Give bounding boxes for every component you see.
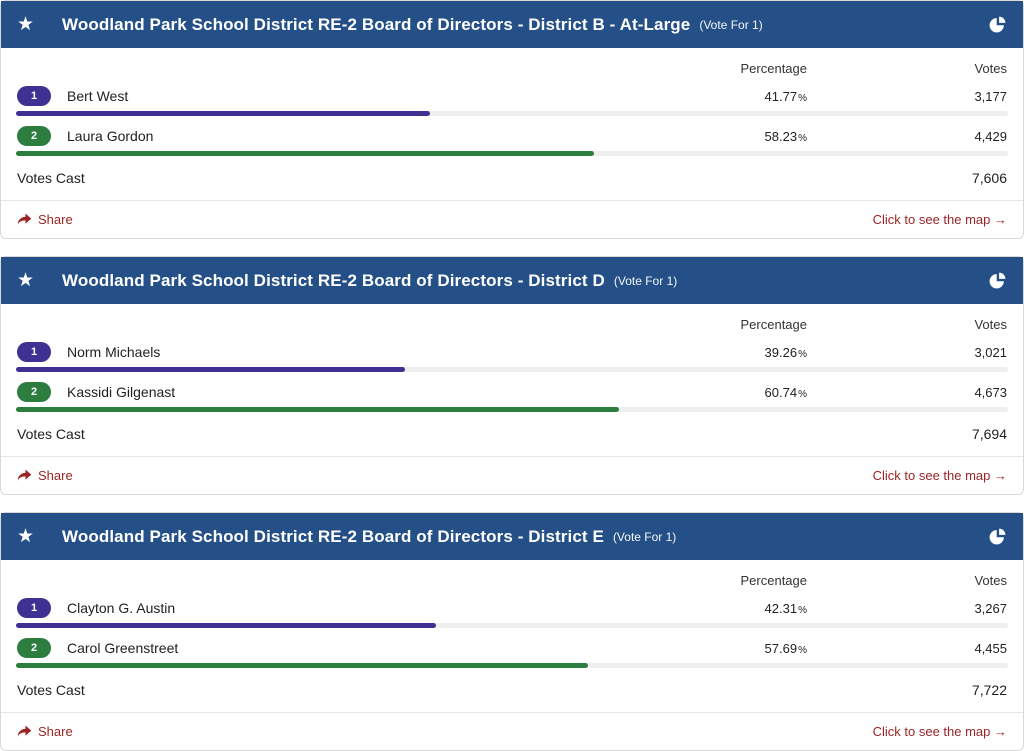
contest-header bbox=[1, 257, 1023, 304]
percentage-value: 39.26 bbox=[764, 344, 798, 360]
candidate-row bbox=[1, 588, 1023, 628]
contest-header bbox=[1, 513, 1023, 560]
rank-badge: 1 bbox=[17, 598, 51, 618]
column-spacer bbox=[17, 317, 647, 332]
rank-badge: 2 bbox=[17, 382, 51, 402]
candidate-name: Laura Gordon bbox=[67, 128, 154, 144]
contest-card bbox=[0, 256, 1024, 495]
contest-title: Woodland Park School District RE-2 Board of Directors - District D bbox=[62, 270, 605, 290]
candidate-votes: 3,177 bbox=[974, 88, 1007, 104]
candidate-line bbox=[1, 638, 1023, 658]
percentage-value: 60.74 bbox=[764, 384, 798, 400]
candidate-percentage bbox=[647, 601, 807, 616]
candidate-percentage bbox=[647, 385, 807, 400]
column-headers bbox=[1, 304, 1023, 332]
vote-for-label: (Vote For 1) bbox=[613, 273, 678, 288]
vote-for-label: (Vote For 1) bbox=[699, 17, 763, 32]
percentage-value: 58.23 bbox=[764, 128, 798, 144]
candidate-line bbox=[1, 126, 1023, 146]
contest-title: Woodland Park School District RE-2 Board of Directors - District B - At-Large bbox=[62, 14, 691, 34]
candidate-row bbox=[1, 76, 1023, 116]
share-label: Share bbox=[38, 468, 73, 483]
candidate-votes: 3,021 bbox=[974, 344, 1007, 360]
map-link[interactable]: Click to see the map → bbox=[872, 468, 1007, 483]
votes-column-header: Votes bbox=[974, 317, 1007, 332]
votes-cast-row bbox=[1, 412, 1023, 456]
rank-badge: 1 bbox=[17, 86, 51, 106]
votes-cast-value: 7,694 bbox=[971, 426, 1007, 442]
star-icon: ★ bbox=[17, 526, 35, 547]
candidate-name: Bert West bbox=[67, 88, 129, 104]
candidate-percentage bbox=[647, 641, 807, 656]
vote-for-label: (Vote For 1) bbox=[612, 529, 677, 544]
star-icon: ★ bbox=[17, 270, 35, 291]
candidate-name: Kassidi Gilgenast bbox=[67, 384, 176, 400]
column-spacer bbox=[17, 61, 647, 76]
card-footer bbox=[1, 712, 1023, 750]
column-headers bbox=[1, 560, 1023, 588]
votes-cast-value: 7,606 bbox=[971, 170, 1007, 186]
votes-column-header: Votes bbox=[974, 61, 1007, 76]
pie-chart-icon[interactable] bbox=[988, 527, 1007, 546]
percent-symbol: % bbox=[798, 388, 807, 400]
candidate-votes: 4,455 bbox=[974, 640, 1007, 656]
share-icon bbox=[17, 469, 32, 482]
star-icon: ★ bbox=[17, 14, 35, 35]
percentage-value: 57.69 bbox=[764, 640, 798, 656]
candidate-line bbox=[1, 598, 1023, 618]
card-footer bbox=[1, 456, 1023, 494]
percent-symbol: % bbox=[798, 644, 807, 656]
candidate-votes: 4,673 bbox=[974, 384, 1007, 400]
candidate-name: Carol Greenstreet bbox=[67, 640, 179, 656]
candidate-row bbox=[1, 116, 1023, 156]
percent-symbol: % bbox=[798, 604, 807, 616]
percent-symbol: % bbox=[798, 348, 807, 360]
share-icon bbox=[17, 725, 32, 738]
column-spacer bbox=[17, 573, 647, 588]
share-button[interactable] bbox=[17, 724, 73, 739]
percentage-column-header: Percentage bbox=[740, 61, 807, 76]
share-label: Share bbox=[38, 724, 73, 739]
map-link[interactable]: Click to see the map → bbox=[872, 212, 1007, 227]
votes-cast-label: Votes Cast bbox=[17, 426, 85, 442]
candidate-name: Norm Michaels bbox=[67, 344, 161, 360]
candidate-name: Clayton G. Austin bbox=[67, 600, 176, 616]
percentage-column-header: Percentage bbox=[740, 317, 807, 332]
candidate-percentage bbox=[647, 345, 807, 360]
votes-cast-label: Votes Cast bbox=[17, 682, 85, 698]
percentage-value: 42.31 bbox=[764, 600, 798, 616]
card-footer bbox=[1, 200, 1023, 238]
percentage-value: 41.77 bbox=[764, 88, 798, 104]
candidate-votes: 3,267 bbox=[974, 600, 1007, 616]
percentage-column-header: Percentage bbox=[740, 573, 807, 588]
share-icon bbox=[17, 213, 32, 226]
votes-cast-value: 7,722 bbox=[971, 682, 1007, 698]
map-link[interactable]: Click to see the map → bbox=[872, 724, 1007, 739]
candidate-percentage bbox=[647, 89, 807, 104]
share-label: Share bbox=[38, 212, 73, 227]
candidate-percentage bbox=[647, 129, 807, 144]
pie-chart-icon[interactable] bbox=[988, 15, 1007, 34]
rank-badge: 2 bbox=[17, 638, 51, 658]
rank-badge: 1 bbox=[17, 342, 51, 362]
rank-badge: 2 bbox=[17, 126, 51, 146]
share-button[interactable] bbox=[17, 212, 73, 227]
percent-symbol: % bbox=[798, 132, 807, 144]
candidate-row bbox=[1, 628, 1023, 668]
contest-card bbox=[0, 0, 1024, 239]
votes-cast-row bbox=[1, 156, 1023, 200]
contest-card bbox=[0, 512, 1024, 751]
candidate-row bbox=[1, 372, 1023, 412]
votes-cast-label: Votes Cast bbox=[17, 170, 85, 186]
votes-column-header: Votes bbox=[974, 573, 1007, 588]
candidate-line bbox=[1, 382, 1023, 402]
candidate-votes: 4,429 bbox=[974, 128, 1007, 144]
candidate-line bbox=[1, 86, 1023, 106]
candidate-row bbox=[1, 332, 1023, 372]
percent-symbol: % bbox=[798, 92, 807, 104]
contest-title: Woodland Park School District RE-2 Board of Directors - District E bbox=[62, 526, 604, 546]
pie-chart-icon[interactable] bbox=[988, 271, 1007, 290]
votes-cast-row bbox=[1, 668, 1023, 712]
column-headers bbox=[1, 48, 1023, 76]
share-button[interactable] bbox=[17, 468, 73, 483]
candidate-line bbox=[1, 342, 1023, 362]
contest-header bbox=[1, 1, 1023, 48]
